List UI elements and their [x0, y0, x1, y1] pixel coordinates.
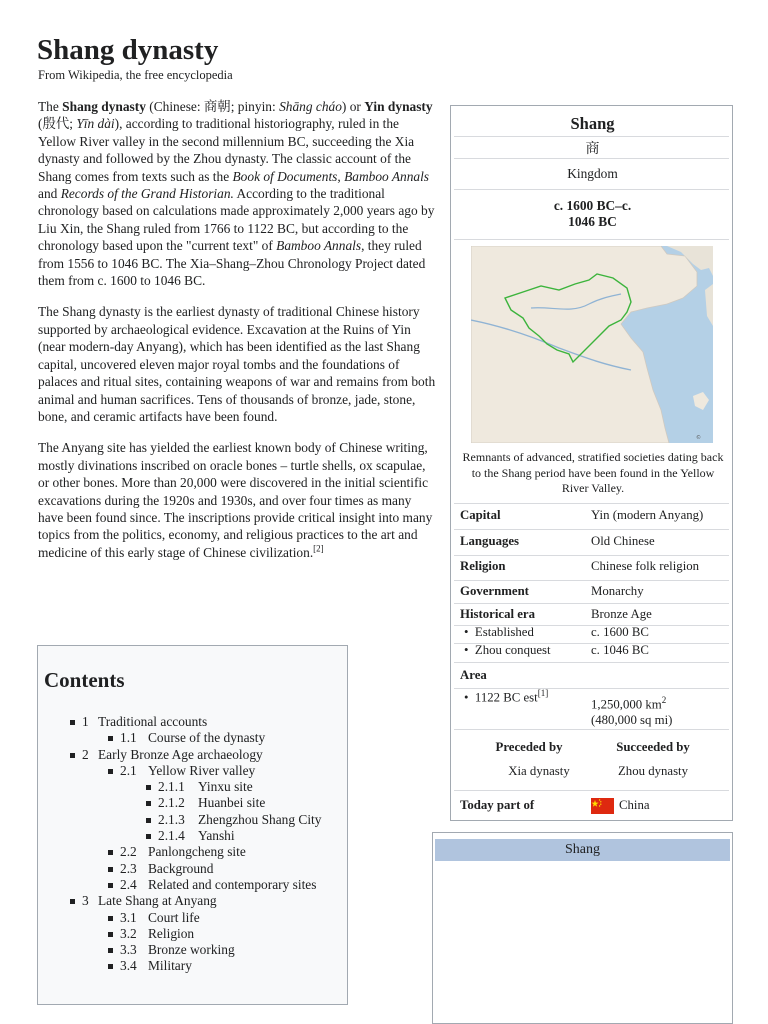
table-of-contents: [37, 645, 348, 1005]
navbox-title[interactable]: Shang: [435, 839, 730, 861]
government-label: Government: [460, 584, 529, 598]
preceded-by-link[interactable]: Xia dynasty: [508, 764, 570, 778]
toc-item-number: 1: [82, 714, 89, 729]
reference-link-2[interactable]: [2]: [313, 543, 324, 554]
toc-bullet-icon: [146, 801, 151, 806]
toc-item-number: 3.4: [120, 958, 137, 974]
toc-bullet-icon: [108, 964, 113, 969]
toc-item[interactable]: [38, 958, 348, 974]
toc-bullet-icon: [108, 883, 113, 888]
page-title: Shang dynasty: [37, 34, 219, 66]
toc-item[interactable]: [38, 714, 348, 730]
zhou-conquest-value: c. 1046 BC: [591, 643, 649, 657]
toc-bullet-icon: [70, 720, 75, 725]
religion-label: Religion: [460, 559, 506, 573]
toc-item-label[interactable]: Zhengzhou Shang City: [198, 811, 322, 827]
today-part-of-label: Today part of: [460, 798, 535, 812]
toc-item-label[interactable]: Related and contemporary sites: [148, 876, 317, 892]
toc-item-number: 1.1: [120, 730, 137, 746]
toc-item[interactable]: [38, 926, 348, 942]
article-body: [38, 98, 438, 575]
preceded-by-label: Preceded by: [495, 740, 563, 754]
succeeded-by-link[interactable]: Zhou dynasty: [617, 764, 689, 778]
toc-item-label[interactable]: Religion: [148, 925, 195, 941]
toc-item-label[interactable]: Military: [148, 958, 192, 974]
toc-item-label[interactable]: Traditional accounts: [98, 714, 208, 729]
capital-value: Yin (modern Anyang): [591, 508, 704, 522]
toc-item-number: 2.1: [120, 762, 137, 778]
toc-item-number: 2.1.2: [158, 795, 185, 811]
toc-list: [38, 714, 348, 975]
today-part-of-link[interactable]: China: [619, 798, 650, 812]
toc-item-number: 2.1.1: [158, 779, 185, 795]
toc-item-number: 3.3: [120, 942, 137, 958]
capital-label: Capital: [460, 508, 501, 522]
toc-item-number: 2.1.3: [158, 811, 185, 827]
page-subtitle: From Wikipedia, the free encyclopedia: [38, 68, 233, 82]
toc-item[interactable]: [38, 828, 348, 844]
established-label: • Established: [464, 625, 534, 639]
toc-title: Contents: [44, 668, 125, 692]
toc-item-number: 2.3: [120, 860, 137, 876]
bold-term-yin-dynasty: Yin dynasty: [364, 99, 433, 114]
toc-bullet-icon: [70, 753, 75, 758]
toc-item-label[interactable]: Yinxu site: [198, 779, 253, 795]
infobox-state-type: Kingdom: [567, 166, 618, 181]
toc-bullet-icon: [70, 899, 75, 904]
toc-item[interactable]: [38, 763, 348, 779]
navbox: [432, 832, 733, 1024]
toc-bullet-icon: [108, 932, 113, 937]
languages-value: Old Chinese: [591, 534, 655, 548]
toc-item-label[interactable]: Late Shang at Anyang: [98, 893, 217, 909]
toc-item[interactable]: [38, 779, 348, 795]
area-year-label: • 1122 BC est[1]: [464, 688, 549, 705]
toc-item[interactable]: [38, 730, 348, 746]
toc-item-label[interactable]: Yanshi: [198, 828, 235, 844]
toc-item[interactable]: [38, 893, 348, 909]
toc-bullet-icon: [146, 785, 151, 790]
toc-bullet-icon: [108, 916, 113, 921]
toc-item-number: 2: [82, 746, 89, 762]
toc-bullet-icon: [108, 769, 113, 774]
infobox: [450, 105, 733, 821]
bold-term-shang-dynasty: Shang dynasty: [62, 99, 146, 114]
toc-item-label[interactable]: Course of the dynasty: [148, 730, 266, 746]
toc-item-number: 3: [82, 893, 89, 909]
toc-item-number: 2.1.4: [158, 828, 185, 844]
toc-item[interactable]: [38, 747, 348, 763]
toc-bullet-icon: [108, 948, 113, 953]
established-value: c. 1600 BC: [591, 625, 649, 639]
toc-item[interactable]: [38, 844, 348, 860]
toc-item-label[interactable]: Huanbei site: [198, 795, 266, 811]
zhou-conquest-label: • Zhou conquest: [464, 643, 551, 657]
toc-item-label[interactable]: Bronze working: [148, 942, 235, 958]
toc-item-number: 3.2: [120, 925, 137, 941]
government-value: Monarchy: [591, 584, 644, 598]
toc-item[interactable]: [38, 795, 348, 811]
toc-item-label[interactable]: Early Bronze Age archaeology: [98, 746, 263, 762]
historical-era-label: Historical era: [460, 607, 535, 621]
toc-item-label[interactable]: Court life: [148, 909, 200, 925]
article-paragraph-2: The Shang dynasty is the earliest dynasty of traditional Chinese history supported by archaeological evidence. Excavation at the Ruins of Yin (near modern-day Anyang), which has been identified as the last Shang capital, uncovered eleven major royal tombs and the foundations of palaces and ritual sites, containing weapons of war and remains from both animal and human sacrifices. Tens of thousands of bronze, jade, stone, bone, and ceramic artifacts have been found.: [38, 304, 436, 424]
languages-label: Languages: [460, 534, 520, 548]
historical-era-value: Bronze Age: [591, 607, 652, 621]
toc-item-label[interactable]: Yellow River valley: [148, 762, 256, 778]
svg-text:©: ©: [696, 435, 701, 441]
article-paragraph-1: The Shang dynasty (Chinese: 商朝; pinyin: Shāng cháo) or Yin dynasty (殷代; Yīn dài), according to traditional historiography, ruled in the Yellow River valley in the second millennium BC, succeeding the Xia dynasty and followed by the Zhou dynasty. The classic account of the Shang comes from texts such as the Book of Documents, Bamboo Annals and Records of the Grand Historian. According to the traditional chronology based on calculations made approximately 2,000 years ago by Liu Xin, the Shang ruled from 1766 to 1122 BC, but according to the chronology based upon the "current text" of Bamboo Annals, they ruled from 1556 to 1046 BC. The Xia–Shang–Zhou Chronology Project dated them from c. 1600 to 1046 BC.: [38, 99, 435, 289]
toc-bullet-icon: [108, 850, 113, 855]
toc-item[interactable]: [38, 861, 348, 877]
toc-item-number: 2.4: [120, 876, 137, 892]
map-caption: Remnants of advanced, stratified societies dating back to the Shang period have been found in the Yellow River Valley.: [462, 450, 724, 495]
article-paragraph-3: The Anyang site has yielded the earliest known body of Chinese writing, mostly divinations inscribed on oracle bones – turtle shells, ox scapulae, or other bones. More than 20,000 were discovered in the initial scientific excavations during the 1920s and 1930s, and over four times as many have been found since. The inscriptions provide critical insight into many topics from the politics, economy, and religious practices to the art and medicine of this early stage of Chinese civilization.[2]: [38, 440, 433, 560]
toc-item-number: 2.2: [120, 844, 137, 860]
shang-territory-map: [471, 246, 713, 443]
infobox-native-name: 商: [585, 142, 600, 157]
succeeded-by-label: Succeeded by: [616, 740, 690, 754]
toc-item-number: 3.1: [120, 909, 137, 925]
toc-item-label[interactable]: Background: [148, 860, 214, 876]
religion-value: Chinese folk religion: [591, 559, 700, 573]
area-label: Area: [460, 668, 487, 682]
toc-item[interactable]: [38, 812, 348, 828]
toc-item[interactable]: [38, 877, 348, 893]
toc-item-label[interactable]: Panlongcheng site: [148, 844, 246, 860]
toc-item[interactable]: [38, 942, 348, 958]
toc-bullet-icon: [146, 818, 151, 823]
toc-bullet-icon: [108, 867, 113, 872]
toc-item[interactable]: [38, 910, 348, 926]
infobox-title: Shang: [570, 114, 615, 133]
toc-bullet-icon: [146, 834, 151, 839]
infobox-dates: c. 1600 BC–c. 1046 BC: [553, 198, 632, 229]
reference-link-1[interactable]: [1]: [537, 688, 549, 698]
china-flag-icon: [591, 798, 614, 814]
area-value: 1,250,000 $km^2$ (480,000 sq mi): [591, 695, 673, 728]
toc-bullet-icon: [108, 736, 113, 741]
